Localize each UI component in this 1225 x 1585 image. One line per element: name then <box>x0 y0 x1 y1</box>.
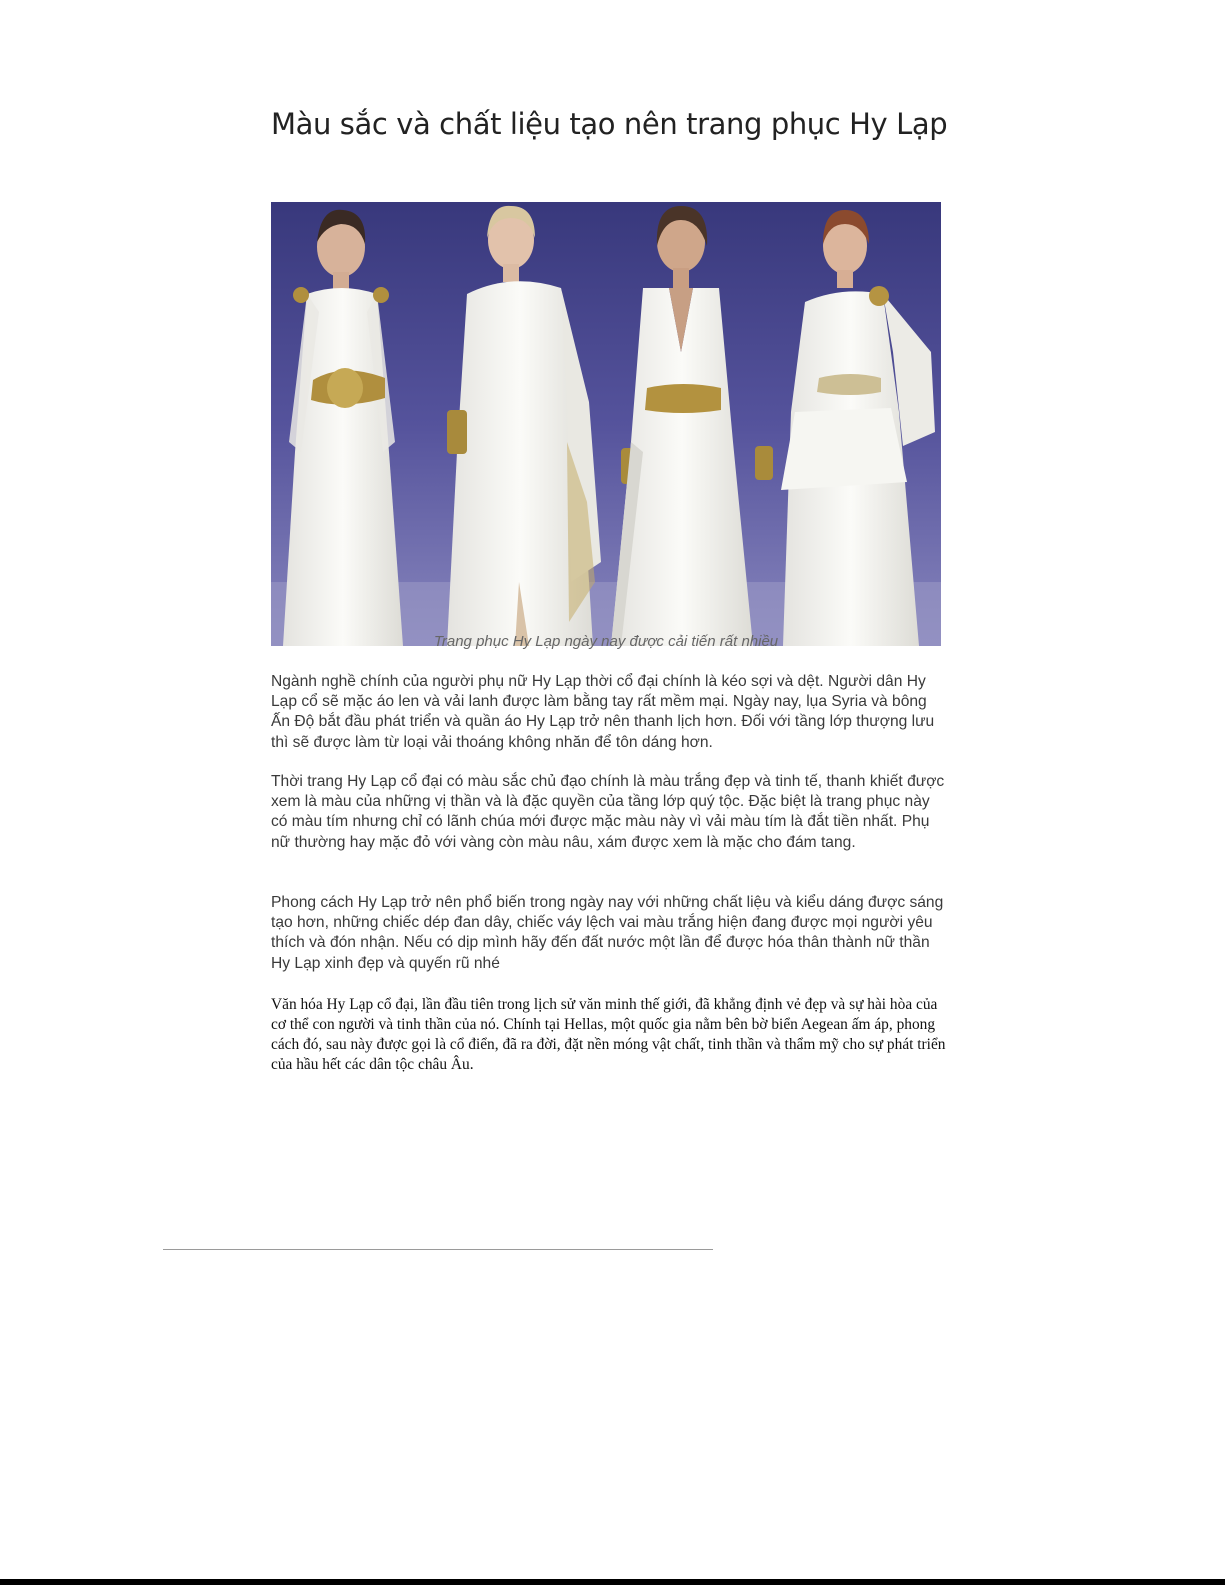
footer-divider <box>163 1249 713 1250</box>
image-caption: Trang phục Hy Lạp ngày nay được cải tiến rất nhiều <box>433 633 779 650</box>
paragraph-1: Ngành nghề chính của người phụ nữ Hy Lạp thời cổ đại chính là kéo sợi và dệt. Người dân Hy Lạp cổ sẽ mặc áo len và vải lanh được làm bằng tay rất mềm mại. Ngày nay, lụa Syria và bông Ấn Độ bắt đầu phát triển và quần áo Hy Lạp trở nên thanh lịch hơn. Đối với tầng lớp thượng lưu thì sẽ được làm từ loại vải thoáng không nhăn để tôn dáng hơn. <box>271 673 935 751</box>
page-title: Màu sắc và chất liệu tạo nên trang phục Hy Lạp <box>271 107 948 141</box>
article-image <box>271 202 941 646</box>
paragraph-2: Thời trang Hy Lạp cổ đại có màu sắc chủ đạo chính là màu trắng đẹp và tinh tế, thanh khiết được xem là màu của những vị thần và là đặc quyền của tầng lớp quý tộc. Đặc biệt là trang phục này có màu tím nhưng chỉ có lãnh chúa mới được mặc màu này vì vải màu tím là đắt tiền nhất. Phụ nữ thường hay mặc đỏ với vàng còn màu nâu, xám được xem là mặc cho đám tang. <box>271 773 945 851</box>
paragraph-4: Văn hóa Hy Lạp cổ đại, lần đầu tiên trong lịch sử văn minh thế giới, đã khẳng định vẻ đẹp và sự hài hòa của cơ thể con người và tinh thần của nó. Chính tại Hellas, một quốc gia nằm bên bờ biển Aegean ấm áp, phong cách đó, sau này được gọi là cổ điển, đã ra đời, đặt nền móng vật chất, tinh thần và thẩm mỹ cho sự phát triển của hầu hết các dân tộc châu Âu. <box>271 996 946 1073</box>
bottom-edge-bar <box>0 1579 1225 1585</box>
paragraph-3: Phong cách Hy Lạp trở nên phổ biến trong ngày nay với những chất liệu và kiểu dáng được sáng tạo hơn, những chiếc dép đan dây, chiếc váy lệch vai màu trắng hiện đang được mọi người yêu thích và đón nhận. Nếu có dịp mình hãy đến đất nước một lần để được hóa thân thành nữ thần Hy Lạp xinh đẹp và quyến rũ nhé <box>271 894 944 972</box>
